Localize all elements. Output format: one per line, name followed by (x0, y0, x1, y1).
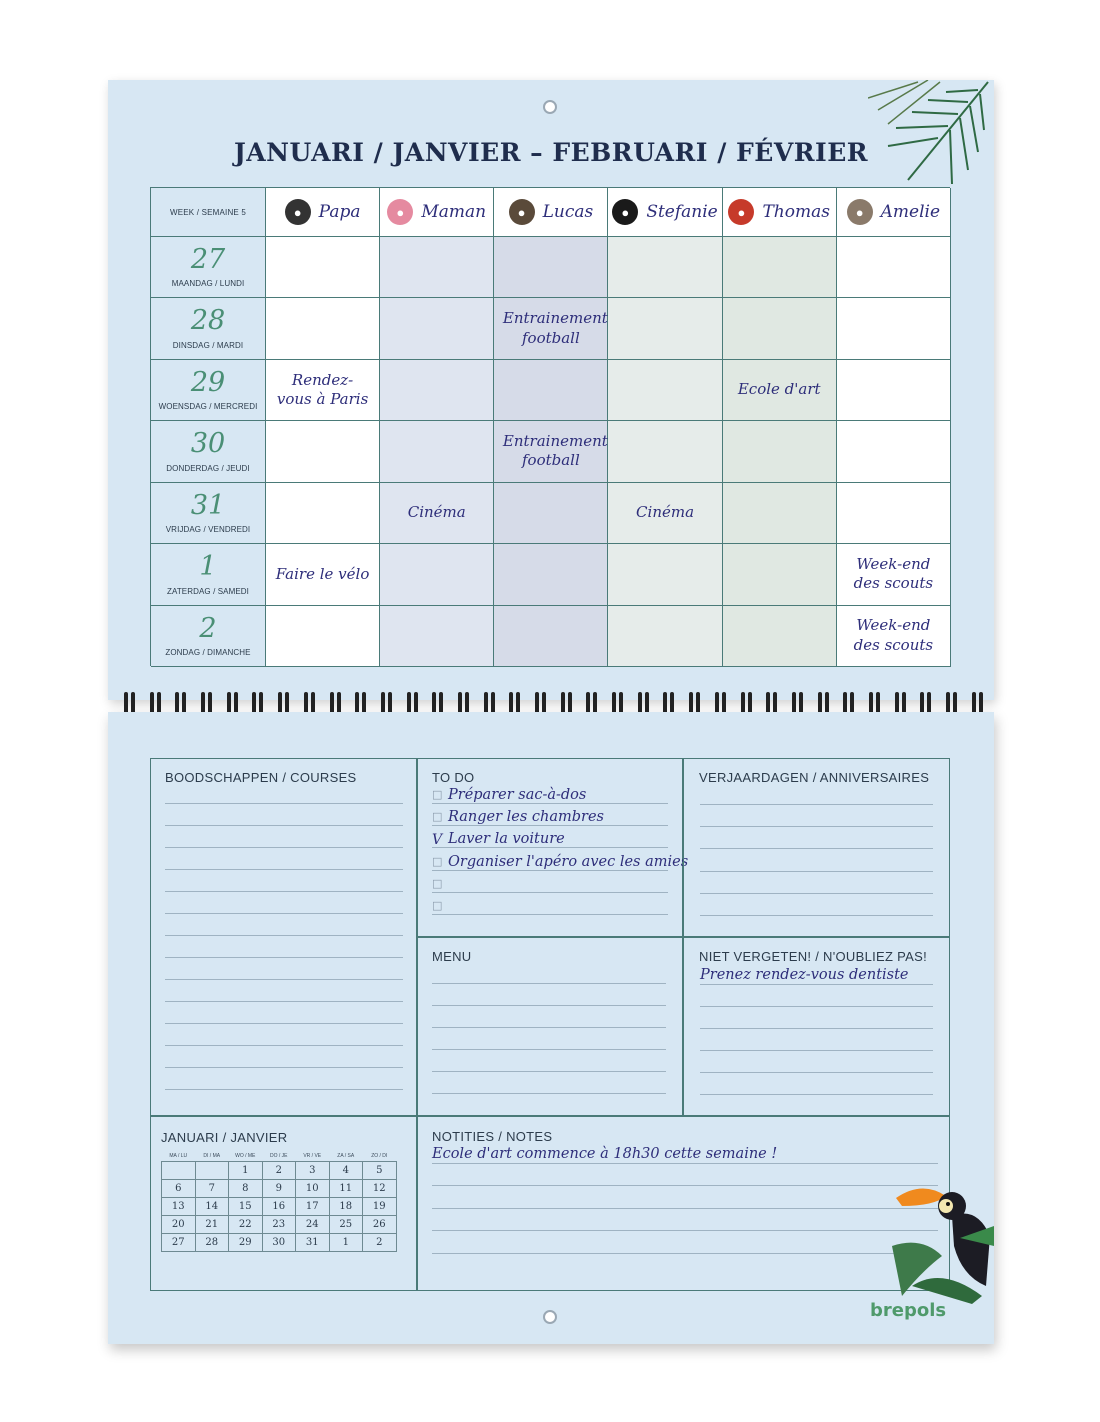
writing-line (165, 847, 403, 848)
weekday-label: DO / JE (269, 1153, 288, 1160)
planner-cell[interactable] (266, 606, 380, 667)
writing-line (700, 893, 933, 894)
planner-cell[interactable] (266, 298, 380, 359)
toucan-illustration (882, 1176, 994, 1306)
planner-cell[interactable] (723, 606, 837, 667)
day-cell (151, 237, 266, 298)
shopping-title: BOODSCHAPPEN / COURSES (165, 770, 357, 785)
todo-checkbox[interactable]: □ (432, 876, 443, 890)
writing-line (432, 803, 668, 804)
planner-cell[interactable] (608, 544, 722, 605)
writing-line (432, 914, 668, 915)
planner-cell[interactable] (266, 360, 380, 421)
todo-item-text: Laver la voiture (448, 831, 565, 848)
todo-checkbox[interactable]: □ (432, 899, 443, 912)
planner-entry: Week-end des scouts (853, 616, 934, 654)
planner-cell[interactable] (608, 360, 722, 421)
day-name: ZATERDAG / SAMEDI (166, 586, 249, 596)
calendar-day: 19 (363, 1197, 397, 1215)
writing-line (432, 983, 666, 984)
zebra-icon: ● (285, 199, 311, 225)
writing-line (432, 1253, 938, 1254)
menu-title: MENU (432, 949, 472, 964)
todo-item-text: Organiser l'apéro avec les amies (448, 853, 689, 870)
planner-cell[interactable] (494, 298, 608, 359)
day-name: ZONDAG / DIMANCHE (165, 647, 251, 657)
planner-cell[interactable] (494, 483, 608, 544)
planner-cell[interactable] (837, 544, 951, 605)
calendar-day: 16 (262, 1197, 296, 1215)
writing-line (432, 825, 668, 826)
writing-line (165, 913, 403, 914)
planner-cell[interactable] (494, 360, 608, 421)
planner-entry: Cinéma (407, 503, 466, 522)
notes-text: Ecole d'art commence à 18h30 cette semaine ! (432, 1146, 778, 1162)
writing-line (165, 957, 403, 958)
person-name: Lucas (542, 202, 594, 222)
notes-box (417, 1116, 950, 1291)
day-number: 1 (199, 551, 217, 583)
week-label: WEEK / SEMAINE 5 (151, 188, 266, 237)
writing-line (700, 984, 933, 985)
calendar-day: 9 (262, 1179, 296, 1197)
planner-cell[interactable] (723, 298, 837, 359)
writing-line (432, 1049, 666, 1050)
day-name: MAANDAG / LUNDI (171, 279, 245, 289)
day-number: 30 (190, 428, 226, 460)
planner-cell[interactable] (723, 421, 837, 482)
todo-item-text: Préparer sac-à-dos (448, 787, 587, 803)
planner-cell[interactable] (380, 544, 494, 605)
calendar-day: 28 (195, 1233, 229, 1251)
writing-line (165, 1067, 403, 1068)
weekday-label: ZA / SA (337, 1153, 355, 1160)
calendar-week-row (162, 1197, 397, 1215)
calendar-day: 25 (329, 1215, 363, 1233)
planner-cell[interactable] (380, 298, 494, 359)
dont-forget-box (683, 937, 950, 1116)
calendar-day: 13 (162, 1197, 196, 1215)
planner-cell[interactable] (494, 606, 608, 667)
day-name: DINSDAG / MARDI (172, 340, 244, 350)
planner-cell[interactable] (494, 544, 608, 605)
calendar-week-row (162, 1215, 397, 1233)
calendar-day: 2 (262, 1161, 296, 1179)
writing-line (700, 804, 933, 805)
calendar-day: 10 (296, 1179, 330, 1197)
writing-line (700, 1094, 933, 1095)
planner-cell[interactable] (837, 237, 951, 298)
todo-title: TO DO (432, 770, 475, 785)
writing-line (700, 915, 933, 916)
calendar-day: 30 (262, 1233, 296, 1251)
calendar-day: 20 (162, 1215, 196, 1233)
calendar-day: 21 (195, 1215, 229, 1233)
day-number: 31 (190, 489, 226, 521)
writing-line (700, 826, 933, 827)
writing-line (165, 1023, 403, 1024)
person-header (723, 188, 837, 237)
calendar-day: 7 (195, 1179, 229, 1197)
weekday-label: VR / VE (303, 1153, 322, 1160)
day-cell (151, 544, 266, 605)
calendar-day: 5 (363, 1161, 397, 1179)
writing-line (432, 1027, 666, 1028)
calendar-day: 1 (229, 1161, 263, 1179)
planner-entry: Cinéma (636, 503, 695, 522)
todo-checkbox[interactable]: □ (432, 810, 443, 824)
person-name: Maman (421, 202, 487, 222)
calendar-day: 4 (329, 1161, 363, 1179)
brand-logo: brepols (870, 1300, 947, 1321)
person-name: Amelie (880, 202, 941, 222)
writing-line (165, 1089, 403, 1090)
weekday-header-row (162, 1152, 397, 1161)
writing-line (165, 1001, 403, 1002)
person-name: Thomas (762, 202, 830, 222)
calendar-day (162, 1161, 196, 1179)
planner-cell[interactable] (380, 421, 494, 482)
planner-cell[interactable] (723, 360, 837, 421)
day-number: 29 (190, 366, 226, 398)
writing-line (165, 869, 403, 870)
person-header (608, 188, 722, 237)
weekday-label: ZO / DI (371, 1153, 388, 1160)
writing-line (432, 1093, 666, 1094)
calendar-day: 29 (229, 1233, 263, 1251)
writing-line (432, 1071, 666, 1072)
calendar-week-row (162, 1233, 397, 1251)
calendar-day: 6 (162, 1179, 196, 1197)
weekday-label: MA / LU (169, 1153, 188, 1160)
planner-cell[interactable] (266, 483, 380, 544)
planner-entry: Week-end des scouts (853, 554, 934, 593)
weekday-label: WO / ME (235, 1153, 256, 1160)
day-cell (151, 606, 266, 667)
calendar-day: 26 (363, 1215, 397, 1233)
birthdays-title: VERJAARDAGEN / ANNIVERSAIRES (699, 770, 930, 785)
day-cell (151, 483, 266, 544)
punch-hole (543, 100, 557, 114)
day-cell (151, 298, 266, 359)
todo-checkbox[interactable]: □ (432, 854, 443, 868)
writing-line (165, 979, 403, 980)
writing-line (165, 1045, 403, 1046)
writing-line (700, 871, 933, 872)
writing-line (165, 935, 403, 936)
planner-cell[interactable] (380, 237, 494, 298)
planner-cell[interactable] (723, 237, 837, 298)
parrot-icon: ● (728, 199, 754, 225)
flamingo-icon: ● (387, 199, 413, 225)
day-name: DONDERDAG / JEUDI (166, 463, 250, 473)
person-header (266, 188, 380, 237)
dont-forget-text: Prenez rendez-vous dentiste (700, 967, 909, 983)
shopping-box (150, 758, 417, 1116)
calendar-day: 11 (329, 1179, 363, 1197)
planner-cell[interactable] (837, 606, 951, 667)
planner-entry: Ecole d'art (737, 380, 821, 399)
todo-item-text: Ranger les chambres (448, 809, 604, 826)
punch-hole (543, 1310, 557, 1324)
day-number: 27 (190, 244, 226, 275)
planner-entry: Entrainement football (502, 431, 608, 470)
calendar-day: 31 (296, 1233, 330, 1251)
planner-cell[interactable] (723, 483, 837, 544)
planner-cell[interactable] (608, 483, 722, 544)
planner-cell[interactable] (608, 298, 722, 359)
writing-line (432, 1185, 938, 1186)
planner-cell[interactable] (723, 544, 837, 605)
calendar-day: 27 (162, 1233, 196, 1251)
mini-calendar (161, 1152, 397, 1252)
writing-line (432, 1208, 938, 1209)
calendar-day: 3 (296, 1161, 330, 1179)
palm-leaf-decoration (868, 80, 994, 188)
calendar-day: 17 (296, 1197, 330, 1215)
page-title: JANUARI / JANVIER – FEBRUARI / FÉVRIER (233, 138, 869, 167)
notes-title: NOTITIES / NOTES (432, 1129, 553, 1144)
calendar-day: 15 (229, 1197, 263, 1215)
dont-forget-title: NIET VERGETEN! / N'OUBLIEZ PAS! (699, 949, 928, 964)
person-header (494, 188, 608, 237)
writing-line (700, 1072, 933, 1073)
person-name: Stefanie (646, 202, 718, 222)
writing-line (165, 803, 403, 804)
writing-line (432, 1230, 938, 1231)
planner-cell[interactable] (266, 421, 380, 482)
planner-cell[interactable] (837, 298, 951, 359)
planner-cell[interactable] (266, 544, 380, 605)
calendar-day (195, 1161, 229, 1179)
planner-cell[interactable] (837, 421, 951, 482)
day-number: 2 (199, 612, 217, 644)
planner-cell[interactable] (494, 421, 608, 482)
calendar-week-row (162, 1161, 397, 1179)
day-cell (151, 360, 266, 421)
calendar-day: 8 (229, 1179, 263, 1197)
calendar-day: 2 (363, 1233, 397, 1251)
calendar-day: 14 (195, 1197, 229, 1215)
checked-checkbox[interactable]: V (432, 832, 443, 849)
writing-line (165, 891, 403, 892)
writing-line (432, 892, 668, 893)
planner-entry: Faire le vélo (275, 564, 370, 583)
person-header (837, 188, 951, 237)
monkey-icon: ● (509, 199, 535, 225)
person-name: Papa (318, 202, 361, 222)
day-name: WOENSDAG / MERCREDI (158, 402, 258, 412)
planner-cell[interactable] (380, 360, 494, 421)
calendar-day: 1 (329, 1233, 363, 1251)
planner-cell[interactable] (837, 483, 951, 544)
todo-checkbox[interactable]: □ (432, 788, 443, 801)
sloth-icon: ● (847, 199, 873, 225)
planner-entry: Entrainement football (502, 309, 608, 347)
planner-cell[interactable] (608, 606, 722, 667)
calendar-day: 18 (329, 1197, 363, 1215)
calendar-day: 22 (229, 1215, 263, 1233)
calendar-day: 12 (363, 1179, 397, 1197)
planner-cell[interactable] (837, 360, 951, 421)
weekday-label: DI / MA (203, 1153, 221, 1160)
planner-cell[interactable] (266, 237, 380, 298)
calendar-day: 24 (296, 1215, 330, 1233)
calendar-week-row (162, 1179, 397, 1197)
day-cell (151, 421, 266, 482)
writing-line (165, 825, 403, 826)
planner-cell[interactable] (608, 421, 722, 482)
calendar-day: 23 (262, 1215, 296, 1233)
planner-cell[interactable] (608, 237, 722, 298)
writing-line (432, 847, 668, 848)
writing-line (432, 870, 668, 871)
day-name: VRIJDAG / VENDREDI (165, 525, 251, 535)
writing-line (432, 1163, 938, 1164)
weekly-planner-grid (150, 187, 950, 666)
day-number: 28 (190, 305, 226, 337)
writing-line (432, 1005, 666, 1006)
toucan-icon: ● (612, 199, 638, 225)
planner-cell[interactable] (380, 606, 494, 667)
writing-line (700, 1006, 933, 1007)
writing-line (700, 1028, 933, 1029)
planner-cell[interactable] (380, 483, 494, 544)
planner-cell[interactable] (494, 237, 608, 298)
writing-line (700, 1050, 933, 1051)
mini-calendar-title: JANUARI / JANVIER (161, 1130, 288, 1145)
planner-entry: Rendez-vous à Paris (276, 370, 369, 409)
person-header (380, 188, 494, 237)
writing-line (700, 848, 933, 849)
